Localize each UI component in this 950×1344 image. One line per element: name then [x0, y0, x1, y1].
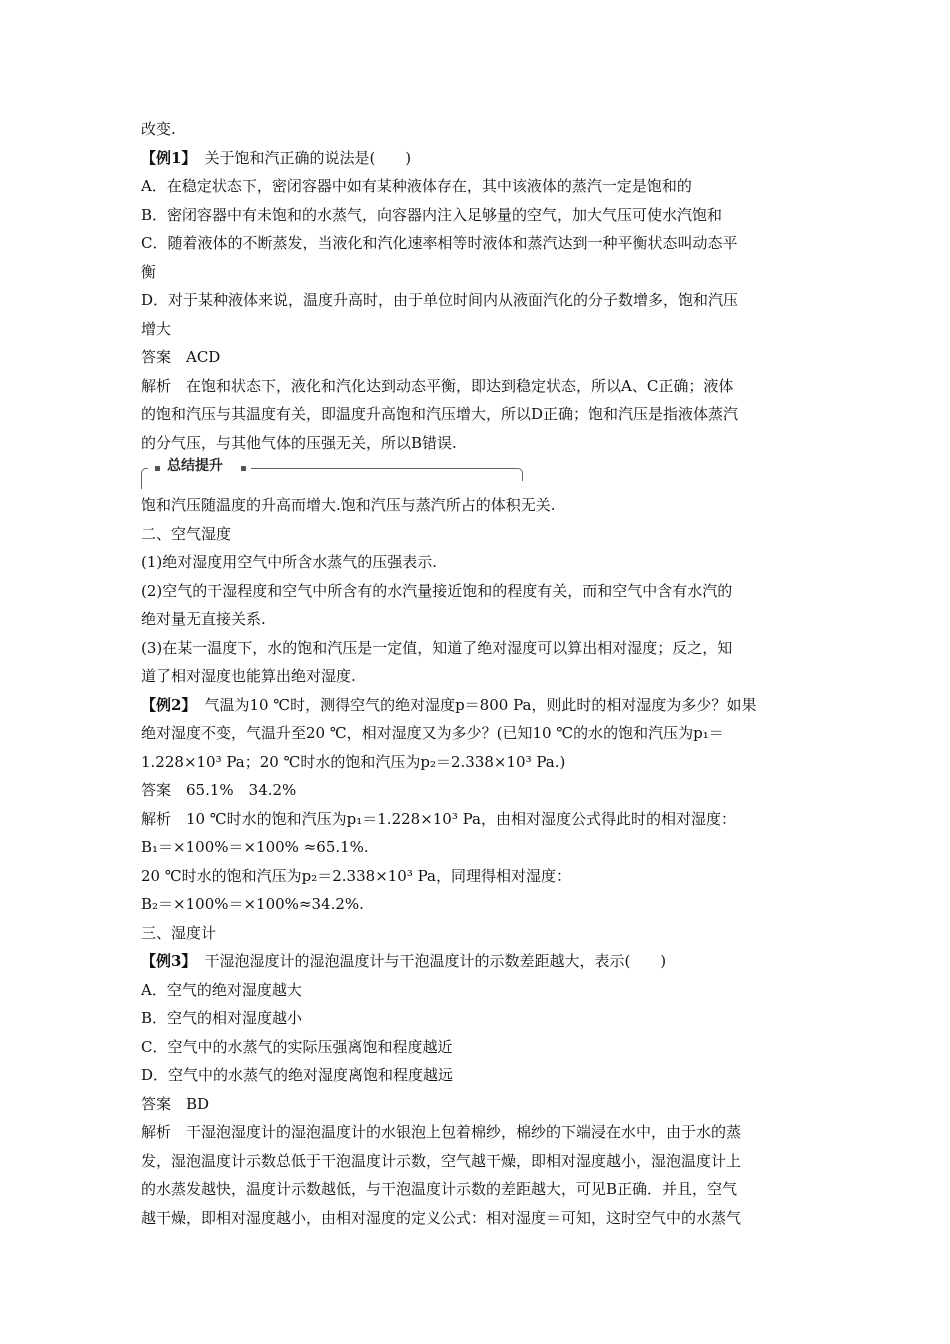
- option-a: A．空气的绝对湿度越大: [141, 980, 302, 999]
- analysis: 解析 干湿泡湿度计的湿泡温度计的水银泡上包着棉纱，棉纱的下端浸在水中，由于水的蒸: [141, 1123, 742, 1141]
- answer: 答案 BD: [141, 1094, 210, 1113]
- option-d-cont: 增大: [141, 319, 172, 338]
- point-3: (3)在某一温度下，水的饱和汽压是一定值，知道了绝对湿度可以算出相对湿度；反之，知: [141, 638, 733, 657]
- question-text: 干湿泡湿度计的湿泡温度计与干泡温度计的示数差距越大，表示( ): [204, 952, 667, 970]
- summary-title: 总结提升: [167, 458, 223, 474]
- answer: 答案 ACD: [141, 348, 221, 366]
- option-b: B．空气的相对湿度越小: [141, 1009, 303, 1027]
- square-bullet-icon: [155, 466, 160, 471]
- analysis-cont: 的分气压，与其他气体的压强无关，所以B错误.: [141, 433, 457, 452]
- square-bullet-icon: [241, 466, 246, 471]
- option-d: D．空气中的水蒸气的绝对湿度离饱和程度越远: [141, 1066, 454, 1084]
- analysis-cont: 的饱和汽压与其温度有关，即温度升高饱和汽压增大，所以D正确；饱和汽压是指液体蒸汽: [141, 405, 739, 423]
- analysis-cont: 的水蒸发越快，温度计示数越低，与干泡温度计示数的差距越大，可见B正确．并且，空气: [141, 1180, 738, 1198]
- point-2-cont: 绝对量无直接关系.: [141, 610, 266, 628]
- text-line: 改变.: [141, 120, 176, 138]
- example-1-question: [141, 144, 811, 173]
- analysis-cont: 20 ℃时水的饱和汽压为p₂＝2.338×10³ Pa，同理得相对湿度：: [141, 866, 571, 885]
- example-tag: 【例2】: [141, 695, 197, 714]
- option-a: A．在稳定状态下，密闭容器中如有某种液体存在，其中该液体的蒸汽一定是饱和的: [141, 177, 692, 195]
- question-cont: 1.228×10³ Pa；20 ℃时水的饱和汽压为p₂＝2.338×10³ Pa.): [141, 752, 566, 771]
- analysis-cont: 越干燥，即相对湿度越小，由相对湿度的定义公式：相对湿度＝可知，这时空气中的水蒸气: [141, 1208, 742, 1227]
- option-b: B．密闭容器中有未饱和的水蒸气，向容器内注入足够量的空气，加大气压可使水汽饱和: [141, 205, 723, 224]
- point-1: (1)绝对湿度用空气中所含水蒸气的压强表示.: [141, 553, 438, 571]
- document-page: [141, 115, 811, 1232]
- analysis: 解析 在饱和状态下，液化和汽化达到动态平衡，即达到稳定状态，所以A、C正确；液体: [141, 376, 734, 395]
- example-tag: 【例1】: [141, 148, 197, 167]
- analysis-cont: 发，湿泡温度计示数总低于干泡温度计示数，空气越干燥，即相对湿度越小，湿泡温度计上: [141, 1151, 742, 1170]
- option-c: C．随着液体的不断蒸发，当液化和汽化速率相等时液体和蒸汽达到一种平衡状态叫动态平: [141, 234, 738, 252]
- option-c-cont: 衡: [141, 262, 157, 281]
- section-heading: 二、空气湿度: [141, 524, 232, 543]
- example-tag: 【例3】: [141, 952, 197, 970]
- analysis: 解析 10 ℃时水的饱和汽压为p₁＝1.228×10³ Pa，由相对湿度公式得此时的相对湿度：: [141, 809, 736, 828]
- example-2-question: [141, 691, 811, 720]
- question-cont: 绝对湿度不变，气温升至20 ℃，相对湿度又为多少？(已知10 ℃的水的饱和汽压为p₁＝: [141, 724, 724, 742]
- point-2: (2)空气的干湿程度和空气中所含有的水汽量接近饱和的程度有关，而和空气中含有水汽的: [141, 581, 733, 600]
- option-c: C．空气中的水蒸气的实际压强离饱和程度越近: [141, 1037, 453, 1056]
- summary-text: 饱和汽压随温度的升高而增大.饱和汽压与蒸汽所占的体积无关.: [141, 496, 556, 514]
- option-d: D．对于某种液体来说，温度升高时，由于单位时间内从液面汽化的分子数增多，饱和汽压: [141, 291, 739, 309]
- formula-line: B₁＝×100%＝×100% ≈65.1%.: [141, 838, 369, 856]
- point-3-cont: 道了相对湿度也能算出绝对湿度.: [141, 667, 356, 685]
- example-3-question: [141, 947, 811, 976]
- question-text: 关于饱和汽正确的说法是( ): [204, 148, 412, 167]
- section-heading: 三、湿度计: [141, 923, 217, 942]
- summary-banner: [141, 458, 811, 491]
- formula-line: B₂＝×100%＝×100%≈34.2%.: [141, 895, 364, 913]
- answer: 答案 65.1% 34.2%: [141, 781, 297, 799]
- question-text: 气温为10 ℃时，测得空气的绝对湿度p＝800 Pa，则此时的相对湿度为多少？如果: [204, 695, 757, 714]
